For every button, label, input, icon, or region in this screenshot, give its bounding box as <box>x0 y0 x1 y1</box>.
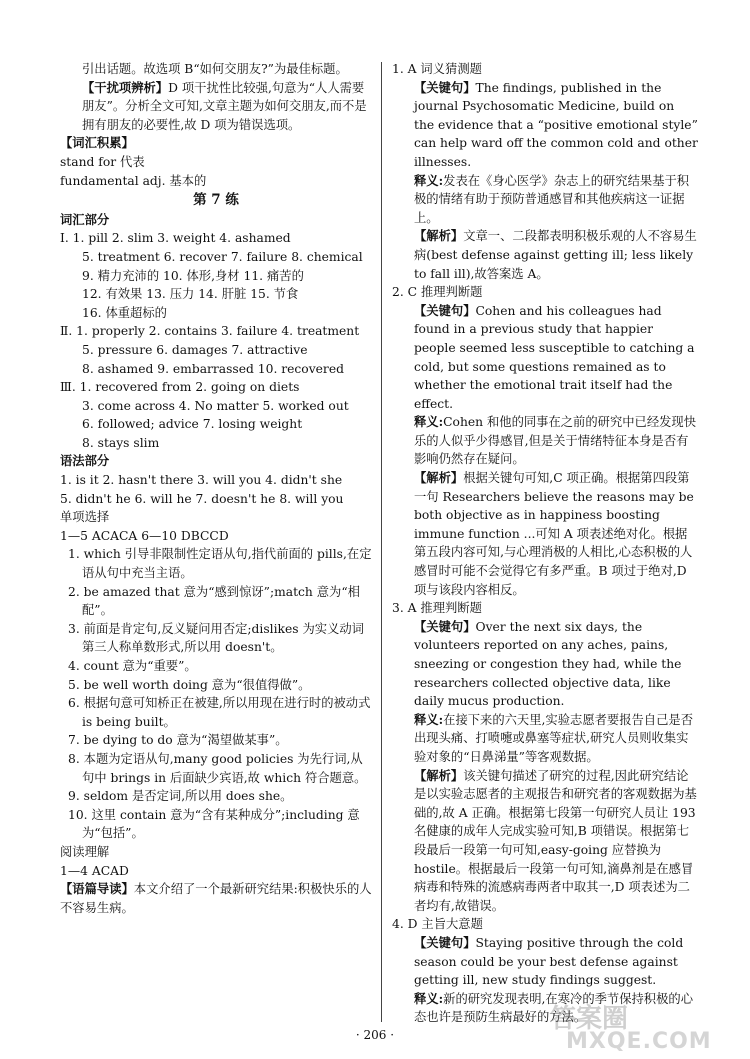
left-column-line <box>60 862 372 881</box>
label-tag: 【解析】 <box>414 228 464 244</box>
line-text: 4. D 主旨大意题 <box>392 917 483 932</box>
right-column-line <box>392 469 698 599</box>
line-text: The findings, published in the journal Psychosomatic Medicine, build on the evidence that a “positive emotional style” can help ward off the common cold and other illnesses. <box>414 80 698 169</box>
line-text: 12. 有效果 13. 压力 14. 肝脏 15. 节食 <box>82 287 299 302</box>
line-text: 5. treatment 6. recover 7. failure 8. chemical <box>82 249 363 264</box>
line-text: 1. A 词义猜测题 <box>392 62 482 76</box>
line-text: 8. 本题为定语从句,many good policies 为先行词,从句中 brings in 后面缺少宾语,故 which 符合题意。 <box>68 751 367 785</box>
left-column-line <box>60 843 372 862</box>
right-column-line <box>392 283 698 302</box>
line-text: 6. 根据句意可知桥正在被建,所以用现在进行时的被动式 is being built。 <box>68 696 371 729</box>
left-column <box>60 60 372 917</box>
left-column-line <box>60 322 372 341</box>
line-text: 3. A 推理判断题 <box>392 601 482 616</box>
label-tag: 【语篇导读】 <box>60 881 134 897</box>
label-tag: 【关键句】 <box>414 934 476 950</box>
left-column-line <box>60 285 372 304</box>
line-text: 词汇部分 <box>60 211 110 227</box>
left-column-line <box>60 248 372 267</box>
label-tag: 【关键句】 <box>414 618 476 634</box>
column-divider <box>381 62 382 1022</box>
left-column-line <box>60 731 372 750</box>
line-text: Ⅰ. 1. pill 2. slim 3. weight 4. ashamed <box>60 231 291 246</box>
line-text: 1. which 引导非限制性定语从句,指代前面的 pills,在定语从句中充当主语。 <box>68 547 372 581</box>
line-text: 2. C 推理判断题 <box>392 285 483 300</box>
left-column-line <box>60 452 372 471</box>
line-text: 16. 体重超标的 <box>82 305 167 320</box>
left-column-line <box>60 304 372 323</box>
line-text: 文章一、二段都表明积极乐观的人不容易生病(best defense against getting ill; less likely to fall ill),故答案选 A。 <box>414 229 697 281</box>
line-text: D 项干扰性比较强,句意为“人人需要朋友”。分析全文可知,文章主题为如何交朋友,而不是拥有朋友的必要性,故 D 项为错误选项。 <box>82 80 367 132</box>
page-number: · 206 · <box>355 1028 395 1042</box>
right-column-line <box>392 599 698 618</box>
right-column-line <box>392 413 698 469</box>
watermark-logo <box>546 1001 736 1051</box>
left-column-line <box>60 508 372 527</box>
line-text: 在接下来的六天里,实验志愿者要报告自己是否出现头痛、打喷嚏或鼻塞等症状,研究人员则收集实验对象的“日鼻涕量”等客观数据。 <box>414 712 693 764</box>
left-column-line <box>60 787 372 806</box>
left-column-line <box>60 60 372 79</box>
line-text: 引出话题。故选项 B“如何交朋友?”为最佳标题。 <box>82 62 348 76</box>
left-column-line <box>60 471 372 490</box>
line-text: stand for 代表 <box>60 154 145 169</box>
left-column-line <box>60 378 372 397</box>
line-text: fundamental adj. 基本的 <box>60 173 207 188</box>
right-column-line <box>392 767 698 916</box>
line-text: Over the next six days, the volunteers reported on any aches, pains, sneezing or congestion they had, while the researchers collected objective data, like daily mucus production. <box>414 619 682 709</box>
line-text: 发表在《身心医学》杂志上的研究结果基于积极的情绪有助于预防普通感冒和其他疾病这一证据上。 <box>414 173 690 225</box>
left-column-line <box>60 880 372 917</box>
label-tag: 【解析】 <box>414 470 464 486</box>
left-column-line <box>60 583 372 620</box>
right-column-line <box>392 79 698 172</box>
label-tag: 【解析】 <box>414 767 464 783</box>
left-column-line <box>60 434 372 453</box>
left-column-line <box>60 134 372 153</box>
line-text: 5. pressure 6. damages 7. attractive <box>82 342 308 357</box>
right-column-line <box>392 618 698 711</box>
left-column-line <box>60 527 372 546</box>
line-text: 1. is it 2. hasn't there 3. will you 4. didn't she <box>60 473 343 488</box>
left-column-line <box>60 211 372 230</box>
watermark-url: MXQE.COM <box>566 1029 712 1051</box>
line-text: 本文介绍了一个最新研究结果:积极快乐的人不容易生病。 <box>60 882 372 915</box>
right-column-line <box>392 60 698 79</box>
left-column-line <box>60 676 372 695</box>
line-text: 该关键句描述了研究的过程,因此研究结论是以实验志愿者的主观报告和研究者的客观数据为基础的,故 A 正确。根据第七段第一句研究人员让 193 名健康的成年人完成实验可知,B 项错误。根据第七段最后一段第一句可知,easy-going 应替换为 hostile。根据最后一段第一句可知,滴鼻剂是在感冒病毒和特殊的流感病毒两者中取其一,D 项表述为二者均有,故错误。 <box>414 768 697 913</box>
label-tag: 【干扰项辨析】 <box>82 79 169 95</box>
left-column-line <box>60 694 372 731</box>
left-column-line <box>60 191 372 210</box>
left-column-line <box>60 620 372 657</box>
line-text: 1—5 ACACA 6—10 DBCCD <box>60 528 229 543</box>
line-text: Ⅲ. 1. recovered from 2. going on diets <box>60 380 300 395</box>
line-text: 1—4 ACAD <box>60 863 129 878</box>
line-text: 9. 精力充沛的 10. 体形,身材 11. 痛苦的 <box>82 268 304 283</box>
right-column-line <box>392 227 698 283</box>
right-column-line <box>392 934 698 990</box>
line-text: Cohen 和他的同事在之前的研究中已经发现快乐的人似乎少得感冒,但是关于情绪特征本身是否有影响仍然存在疑问。 <box>414 415 697 467</box>
left-column-line <box>60 750 372 787</box>
line-text: 第 7 练 <box>193 192 239 209</box>
left-column-line <box>60 229 372 248</box>
right-column-line <box>392 915 698 934</box>
line-text: 根据关键句可知,C 项正确。根据第四段第一句 Researchers believe the reasons may be both objective as in happiness boosting immune function ...可知 A 项表述绝对化。根据第五段内容可知,与心理消极的人相比,心态积极的人感冒时可能不会觉得它有多严重。B 项过于绝对,D 项与该段内容相反。 <box>414 471 694 597</box>
right-column <box>392 60 698 1027</box>
line-text: Staying positive through the cold season could be your best defense against getting ill, new study findings suggest. <box>414 935 684 988</box>
line-text: 7. be dying to do 意为“渴望做某事”。 <box>68 733 288 748</box>
line-text: 2. be amazed that 意为“感到惊讶”;match 意为“相配”。 <box>68 584 360 618</box>
line-text: 10. 这里 contain 意为“含有某种成分”;including 意为“包括”。 <box>68 807 360 841</box>
left-column-line <box>60 657 372 676</box>
right-column-line <box>392 172 698 228</box>
line-text: 新的研究发现表明,在寒冷的季节保持积极的心态也许是预防生病最好的方法。 <box>414 991 693 1025</box>
line-text: 4. count 意为“重要”。 <box>68 659 197 673</box>
left-column-line <box>60 545 372 582</box>
line-text: 5. be well worth doing 意为“很值得做”。 <box>68 677 311 692</box>
line-text: 9. seldom 是否定词,所以用 does she。 <box>68 789 293 804</box>
label-tag: 【关键句】 <box>414 79 476 95</box>
line-text: 阅读理解 <box>60 844 110 859</box>
line-text: 3. come across 4. No matter 5. worked out <box>82 398 349 413</box>
label-tag: 释义: <box>414 990 444 1006</box>
line-text: 语法部分 <box>60 453 110 469</box>
left-column-line <box>60 397 372 416</box>
line-text: Ⅱ. 1. properly 2. contains 3. failure 4. treatment <box>60 324 360 339</box>
left-column-line <box>60 267 372 286</box>
line-text: 6. followed; advice 7. losing weight <box>82 417 303 432</box>
label-tag: 【词汇积累】 <box>60 135 134 151</box>
left-column-line <box>60 415 372 434</box>
line-text: 8. stays slim <box>82 435 160 450</box>
left-column-line <box>60 490 372 509</box>
right-column-line <box>392 711 698 767</box>
left-column-line <box>60 360 372 379</box>
right-column-line <box>392 302 698 414</box>
label-tag: 释义: <box>414 414 444 430</box>
watermark-text: 答案圈 <box>550 1004 629 1034</box>
left-column-line <box>60 341 372 360</box>
line-text: 8. ashamed 9. embarrassed 10. recovered <box>82 361 344 376</box>
label-tag: 【关键句】 <box>414 302 476 318</box>
label-tag: 释义: <box>414 711 444 727</box>
line-text: 单项选择 <box>60 510 110 525</box>
line-text: 3. 前面是肯定句,反义疑问用否定;dislikes 为实义动词第三人称单数形式,所以用 doesn't。 <box>68 621 364 655</box>
line-text: 5. didn't he 6. will he 7. doesn't he 8. will you <box>60 491 344 506</box>
left-column-line <box>60 153 372 172</box>
label-tag: 释义: <box>414 172 444 188</box>
left-column-line <box>60 806 372 843</box>
line-text: Cohen and his colleagues had found in a previous study that happier people seemed less susceptible to catching a cold, but some questions remained as to whether the emotional trait itself had the effect. <box>414 303 695 411</box>
left-column-line <box>60 79 372 135</box>
left-column-line <box>60 172 372 191</box>
